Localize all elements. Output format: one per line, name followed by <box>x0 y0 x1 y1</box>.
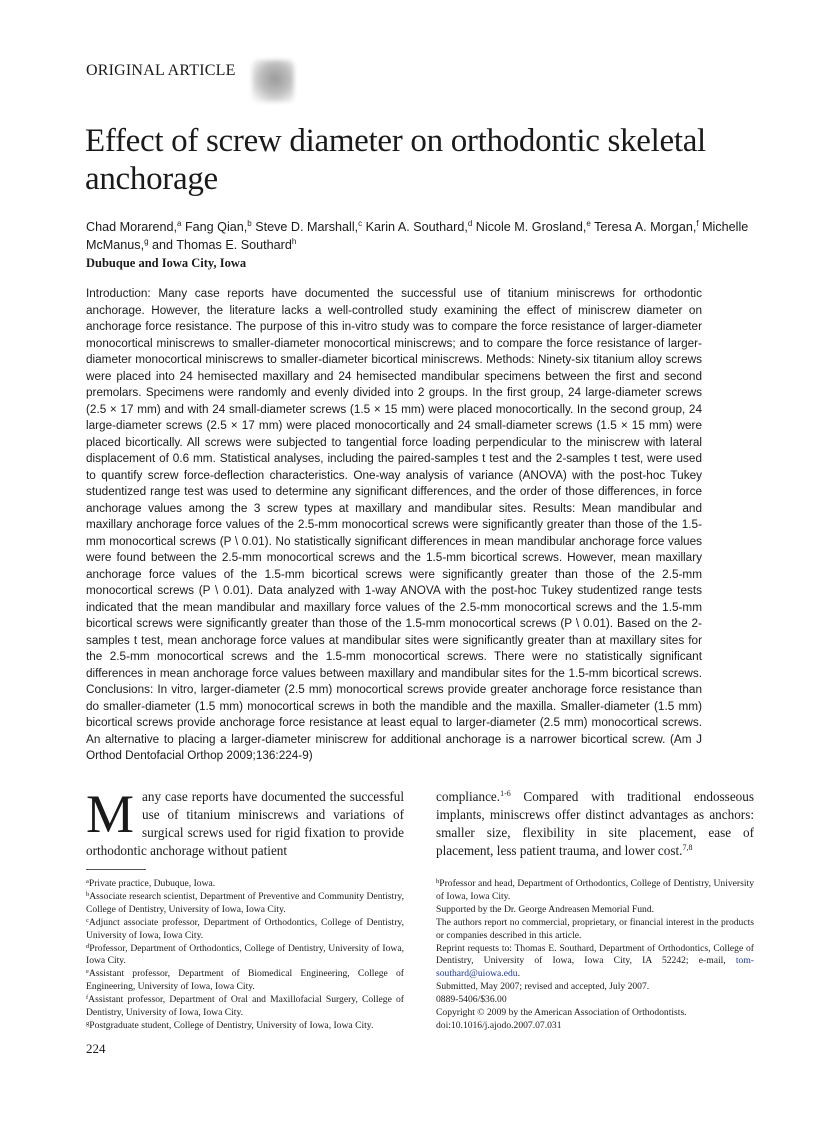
author-list <box>86 218 766 254</box>
author-name: Steve D. Marshall, <box>255 220 359 234</box>
footnote <box>86 968 404 994</box>
reprint-text: Reprint requests to: Thomas E. Southard, Department of Orthodontics, College of Dentistry, University of Iowa, Iowa City, IA 52242; e-mail, <box>436 942 754 967</box>
doi[interactable]: doi:10.1016/j.ajodo.2007.07.031 <box>436 1019 562 1031</box>
footnote-text: Postgraduate student, College of Dentistry, University of Iowa, Iowa City. <box>89 1019 374 1031</box>
footnote-text: Assistant professor, Department of Biomedical Engineering, College of Engineering, University of Iowa, Iowa City. <box>86 968 404 993</box>
footnote-divider <box>86 869 146 870</box>
footnote <box>86 994 404 1020</box>
citation-reference[interactable]: 1-6 <box>500 789 511 798</box>
author-name: Fang Qian, <box>184 220 248 234</box>
author-name: Teresa A. Morgan, <box>594 220 697 234</box>
body-column-left <box>86 784 404 860</box>
footnote-mark: g <box>86 1019 90 1027</box>
footnote-mark: a <box>86 878 89 885</box>
author-name: Chad Morarend, <box>86 220 178 234</box>
funding-note: Supported by the Dr. George Andreasen Memorial Fund. <box>436 903 655 915</box>
author-name: Michelle McManus, <box>86 220 749 252</box>
footnote <box>436 878 754 904</box>
author-name: Karin A. Southard, <box>365 220 468 234</box>
affiliation-mark: b <box>247 219 252 228</box>
footnotes-left <box>86 878 404 1033</box>
footnote-mark: h <box>436 878 440 885</box>
affiliation-mark: a <box>177 219 182 228</box>
author-name: Nicole M. Grosland, <box>475 220 587 234</box>
footnote-text: Adjunct associate professor, Department of Orthodontics, College of Dentistry, University of Iowa, Iowa City. <box>86 916 404 941</box>
body-text: compliance. <box>436 789 501 804</box>
page-number: 224 <box>86 1041 106 1056</box>
author-location: Dubuque and Iowa City, Iowa <box>86 256 247 270</box>
footnote <box>86 917 404 943</box>
footnote-text: Assistant professor, Department of Oral and Maxillofacial Surgery, College of Dentistry, University of Iowa, Iowa City. <box>86 994 404 1019</box>
footnote-mark: c <box>86 916 89 924</box>
affiliation-mark: h <box>291 237 297 246</box>
affiliation-mark: f <box>696 219 699 228</box>
body-text: Compared with traditional endosseous implants, miniscrews offer distinct advantages as anchors: smaller size, flexibility in site placement, ease of placement, less patient trauma, and lower cost. <box>436 789 754 858</box>
footnote-text: Private practice, Dubuque, Iowa. <box>88 878 216 889</box>
body-text: any case reports have documented the successful use of titanium miniscrews and variations of surgical screws used for rigid fixation to provide orthodontic anchorage without patient <box>86 789 404 858</box>
affiliation-mark: c <box>358 219 363 228</box>
footnote-mark: f <box>86 994 89 1002</box>
issn: 0889-5406/$36.00 <box>436 994 507 1006</box>
footnote-mark: e <box>86 968 89 976</box>
author-name: and Thomas E. Southard <box>152 238 292 252</box>
affiliation-mark: e <box>586 219 591 228</box>
email-link[interactable]: tom-southard@uiowa.edu <box>436 955 754 980</box>
drop-cap: M <box>86 784 135 844</box>
section-label: ORIGINAL ARTICLE <box>86 62 236 79</box>
copyright-note: Copyright © 2009 by the American Association of Orthodontists. <box>436 1007 687 1019</box>
footnote-text: Associate research scientist, Department of Preventive and Community Dentistry, College of Dentistry, University of Iowa, Iowa City. <box>86 890 404 915</box>
reprint-note <box>436 943 754 982</box>
footnote-mark: d <box>86 942 90 950</box>
citation-reference[interactable]: 7,8 <box>682 843 693 852</box>
footnote <box>86 891 404 917</box>
reprint-text-end: . <box>517 968 520 980</box>
footnote-mark: b <box>86 890 90 898</box>
footnote-text: Professor and head, Department of Orthodontics, College of Dentistry, University of Iowa, Iowa City. <box>436 878 754 902</box>
abstract: Introduction: Many case reports have documented the successful use of titanium miniscrews for orthodontic anchorage. However, the literature lacks a well-controlled study examining the effect of miniscrew diameter on anchorage force resistance. The purpose of this in-vitro study was to compare the force resistance of larger-diameter monocortical miniscrews to smaller-diameter monocortical miniscrews; and to compare the force resistance of larger-diameter monocortical miniscrews to smaller-diameter bicortical miniscrews. Methods: Ninety-six titanium alloy screws were placed into 24 hemisected maxillary and 24 hemisected mandibular specimens between the first and second premolars. Specimens were randomly and evenly divided into 2 groups. In the first group, 24 large-diameter screws (2.5 × 17 mm) and with 24 small-diameter screws (1.5 × 15 mm) were placed monocortically. In the second group, 24 large-diameter screws (2.5 × 17 mm) were placed monocortically and 24 small-diameter screws (1.5 × 15 mm) were placed bicortically. All screws were subjected to tangential force loading perpendicular to the miniscrew with lateral displacement of 0.6 mm. Statistical analyses, including the paired-samples t test and the 2-samples t test, were used to quantify screw force-deflection characteristics. One-way analysis of variance (ANOVA) with the post-hoc Tukey studentized range test was used to determine any significant differences, and the order of those differences, in force anchorage values among the 3 screw types at maxillary and mandibular sites. Results: Mean mandibular and maxillary anchorage force values of the 2.5-mm monocortical screws were significantly greater than those of the 1.5-mm monocortical screws (P \ 0.01). No statistically significant differences in mean mandibular anchorage force values were found between the 2.5-mm monocortical screws and the 1.5-mm bicortical screws. However, mean maxillary anchorage force values of the 1.5-mm bicortical screws were significantly greater than those of the 2.5-mm monocortical screws (P \ 0.01). Data analyzed with 1-way ANOVA with the post-hoc Tukey studentized range tests indicated that the mean mandibular and maxillary force values of the 2.5-mm monocortical screws and the 1.5-mm bicortical screws were significantly greater than those of the 1.5-mm monocortical screws (P \ 0.01). Based on the 2-samples t test, mean anchorage force values at mandibular sites were significantly greater than at maxillary sites for the 2.5-mm monocortical screws and the 1.5-mm monocortical screws. There were no statistically significant differences in mean anchorage force values between maxillary and mandibular sites for the 1.5-mm bicortical screws. Conclusions: In vitro, larger-diameter (2.5 mm) monocortical screws provide greater anchorage force resistance than do smaller-diameter (1.5 mm) monocortical screws in both the mandible and the maxilla. Smaller-diameter (1.5 mm) bicortical screws provide anchorage force resistance at least equal to larger-diameter (2.5 mm) monocortical screws. An alternative to placing a larger-diameter miniscrew for additional anchorage is a narrower bicortical screw. (Am J Orthod Dentofacial Orthop 2009;136:224-9) <box>86 287 702 762</box>
affiliation-mark: d <box>467 219 473 228</box>
footnote <box>86 1020 404 1033</box>
journal-logo-image <box>252 60 294 102</box>
article-title: Effect of screw diameter on orthodontic skeletal anchorage <box>85 123 706 197</box>
submission-dates: Submitted, May 2007; revised and accepted, July 2007. <box>436 981 650 993</box>
footnote <box>86 878 404 891</box>
footnotes-right <box>436 878 754 1033</box>
footnote <box>86 943 404 969</box>
disclosure-note: The authors report no commercial, proprietary, or financial interest in the products or companies described in this article. <box>436 916 754 941</box>
body-column-right <box>436 788 754 860</box>
affiliation-mark: g <box>144 237 149 246</box>
footnote-text: Professor, Department of Orthodontics, College of Dentistry, University of Iowa, Iowa City. <box>86 942 404 967</box>
